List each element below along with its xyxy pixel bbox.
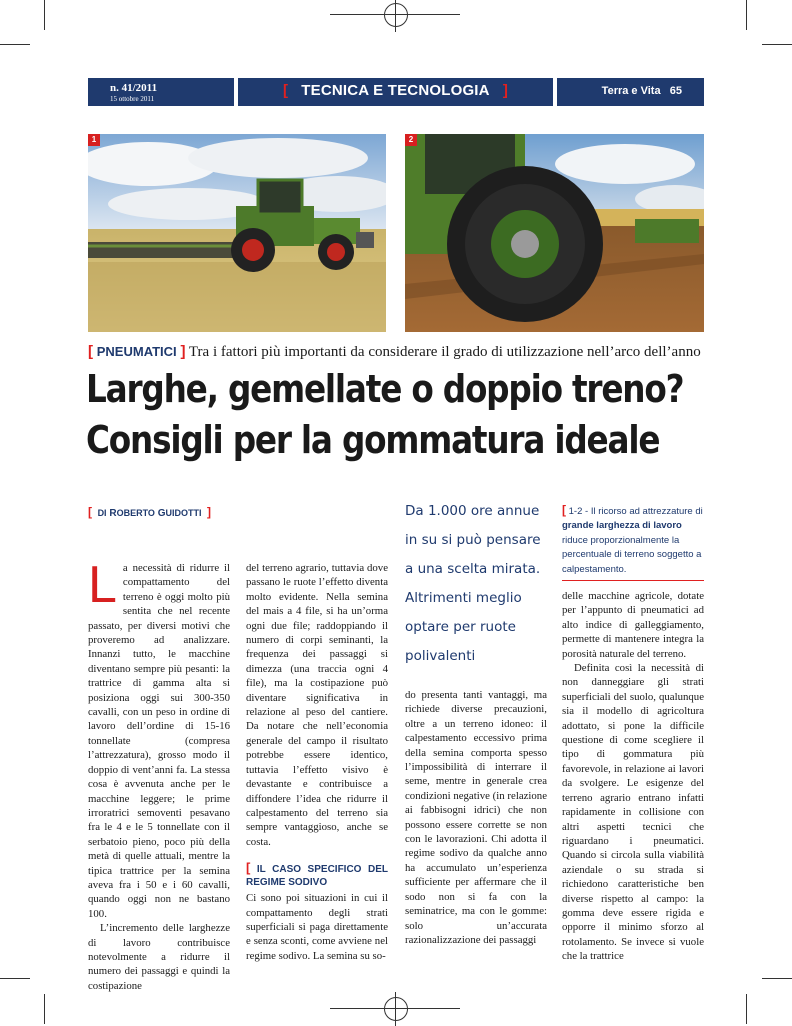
byline-initial-r: R bbox=[109, 508, 117, 519]
body-paragraph: Ci sono poi situazioni in cui il compattamento degli strati superficiali si paga direttamente e senza sconti, come avviene nel regime sodivo. La semina su so- bbox=[246, 892, 388, 962]
body-paragraph: delle macchine agricole, dotate per l’appunto di pneumatici ad alto indice di galleggiamento, permette di mantenere integra la porosità naturale del terreno. bbox=[562, 590, 704, 660]
registration-mark-bottom bbox=[384, 997, 408, 1021]
caption-bold: grande larghezza di lavoro bbox=[562, 520, 682, 532]
crop-mark bbox=[0, 44, 30, 45]
subheading-text: IL CASO SPECIFICO DEL REGIME SODIVO bbox=[246, 864, 388, 889]
kicker-bracket-close: ] bbox=[180, 343, 186, 360]
caption-bracket: [ bbox=[562, 503, 566, 517]
crop-mark bbox=[746, 0, 747, 30]
issue-number: n. 41/2011 bbox=[110, 82, 158, 94]
body-column-4 bbox=[562, 589, 704, 964]
section-bracket-open: [ bbox=[282, 82, 289, 99]
byline bbox=[88, 505, 211, 519]
photo-number-badge: 1 bbox=[88, 134, 100, 146]
photo-caption bbox=[562, 503, 704, 577]
body-paragraph: Definita così la necessità di non danneggiare gli strati superficiali del suolo, qualunque sia il modello di agricoltura adottato, si pone la difficile questione di come scegliere il tipo di gommatura più favorevole, in relazione ai lavori da svolgere. Le esigenze del terreno agrario entrano infatti rapidamente in collisione con altri aspetti tecnici che riguardano i pneumatici. Quando si circola sulla viabilità aziendale o su strada si richiedono caratteristiche ben diverse rispetto al campo: la gomma deve essere rigida e opporre il minimo sforzo al rotolamento. Se invece si vuole che la trattrice bbox=[562, 662, 704, 963]
tractor-photo-2 bbox=[405, 134, 704, 332]
photo-number-badge: 2 bbox=[405, 134, 417, 146]
crop-mark bbox=[44, 0, 45, 30]
body-paragraph: L’incremento delle larghezze di lavoro contribuisce notevolmente a ridurre il numero dei passaggi e quindi la costipazione bbox=[88, 922, 230, 992]
tractor-photo-1 bbox=[88, 134, 386, 332]
caption-divider bbox=[562, 580, 704, 581]
headline-line-1: Larghe, gemellate o doppio treno? bbox=[86, 367, 684, 411]
registration-mark-top bbox=[384, 3, 408, 27]
body-column-3 bbox=[405, 688, 547, 947]
body-column-2 bbox=[246, 561, 388, 963]
kicker-bracket-open: [ bbox=[88, 343, 93, 360]
issue-date: 15 ottobre 2011 bbox=[110, 95, 155, 103]
headline-line-2: Consigli per la gommatura ideale bbox=[86, 418, 660, 462]
header-magazine bbox=[557, 78, 704, 106]
byline-bracket-open: [ bbox=[88, 505, 92, 519]
crop-mark bbox=[44, 994, 45, 1024]
kicker-text: Tra i fattori più importanti da considerare il grado di utilizzazione nell’arco dell’anno bbox=[188, 344, 701, 360]
crop-mark bbox=[762, 978, 792, 979]
body-paragraph: del terreno agrario, tuttavia dove passano le ruote l’effetto diventa molto evidente. Nella semina del mais a 4 file, si ha un’orma ogni due file; raddoppiando il numero di corpi seminanti, la frequenza dei passaggi si dimezza (una traccia ogni 4 file), ma la costipazione può diventare significativa in relazione al peso del cantiere. Da notare che nell’economia generale del campo il risultato potrebbe essere identico, tuttavia l’effetto visivo è devastante e contribuisce a diffondere l’idea che ridurre il calpestamento del terreno sia sempre vantaggioso, anche se costa. bbox=[246, 562, 388, 848]
subheading bbox=[246, 861, 388, 889]
byline-name-rest: OBERTO bbox=[116, 508, 155, 518]
crop-mark bbox=[746, 994, 747, 1024]
section-title: TECNICA E TECNOLOGIA bbox=[301, 82, 490, 99]
header-section bbox=[238, 78, 553, 106]
drop-cap: L bbox=[88, 556, 117, 614]
byline-di: DI bbox=[97, 508, 107, 518]
kicker-tag: PNEUMATICI bbox=[96, 344, 177, 359]
caption-text-1: - Il ricorso ad attrezzature di bbox=[582, 506, 703, 517]
byline-bracket-close: ] bbox=[207, 505, 212, 519]
body-column-1 bbox=[88, 556, 230, 993]
body-paragraph: a necessità di ridurre il compattamento del terreno è oggi molto più sentita che nel recente passato, per diversi motivi che proveremo ad analizzare. Innanzi tutto, le macchine diventano sempre più pesanti: la trattrice di gamma alta si posiziona oggi sui 300-350 cavalli, con un peso in ordine di lavoro dell’ordine di 15-16 tonnellate (compresa l’attrezzatura), grosso modo il doppio di vent’anni fa. La stessa cosa è avvenuta anche per le macchine leggere; le prime irroratrici semoventi pesavano fra le 4 e le 5 tonnellate con il serbatoio pieno, poco più della metà di quelle attuali, mentre la tipica trattrice per la semina aveva fra i 50 e i 60 cavalli, quando oggi non ne bastano 100. bbox=[88, 562, 230, 920]
caption-numbers: 1-2 bbox=[568, 506, 583, 517]
kicker bbox=[88, 343, 701, 361]
page-number: 65 bbox=[669, 85, 682, 97]
body-paragraph: do presenta tanti vantaggi, ma richiede diverse precauzioni, oltre a un terreno idoneo: il calpestamento eccessivo prima della semina comporta spesso l’impossibilità di interrare il seme, mentre in generale crea condizioni negative (in relazione ai fabbisogni idrici) che non possono essere corrette se non con le lavorazioni. Chi adotta il regime sodivo da qualche anno ha accumulato un’esperienza sufficiente per affermare che il sodo non si fa con la seminatrice, ma con le gomme: solo un’accurata razionalizzazione dei passaggi bbox=[405, 689, 547, 946]
tractor-field-illustration bbox=[88, 134, 386, 332]
byline-surname-rest: UIDOTTI bbox=[165, 508, 202, 518]
crop-mark bbox=[0, 978, 30, 979]
header-issue bbox=[88, 78, 234, 106]
section-bracket-close: ] bbox=[502, 82, 509, 99]
crop-mark bbox=[762, 44, 792, 45]
subheading-bracket: [ bbox=[246, 860, 251, 876]
magazine-name: Terra e Vita bbox=[601, 85, 661, 97]
byline-initial-g: G bbox=[157, 508, 166, 519]
tractor-wheel-illustration bbox=[405, 134, 704, 332]
caption-text-2: riduce proporzionalmente la percentuale di terreno soggetto a calpestamento. bbox=[562, 534, 702, 575]
pull-quote: Da 1.000 ore annue in su si può pensare a una scelta mirata. Altrimenti meglio optare per ruote polivalenti bbox=[405, 503, 541, 664]
